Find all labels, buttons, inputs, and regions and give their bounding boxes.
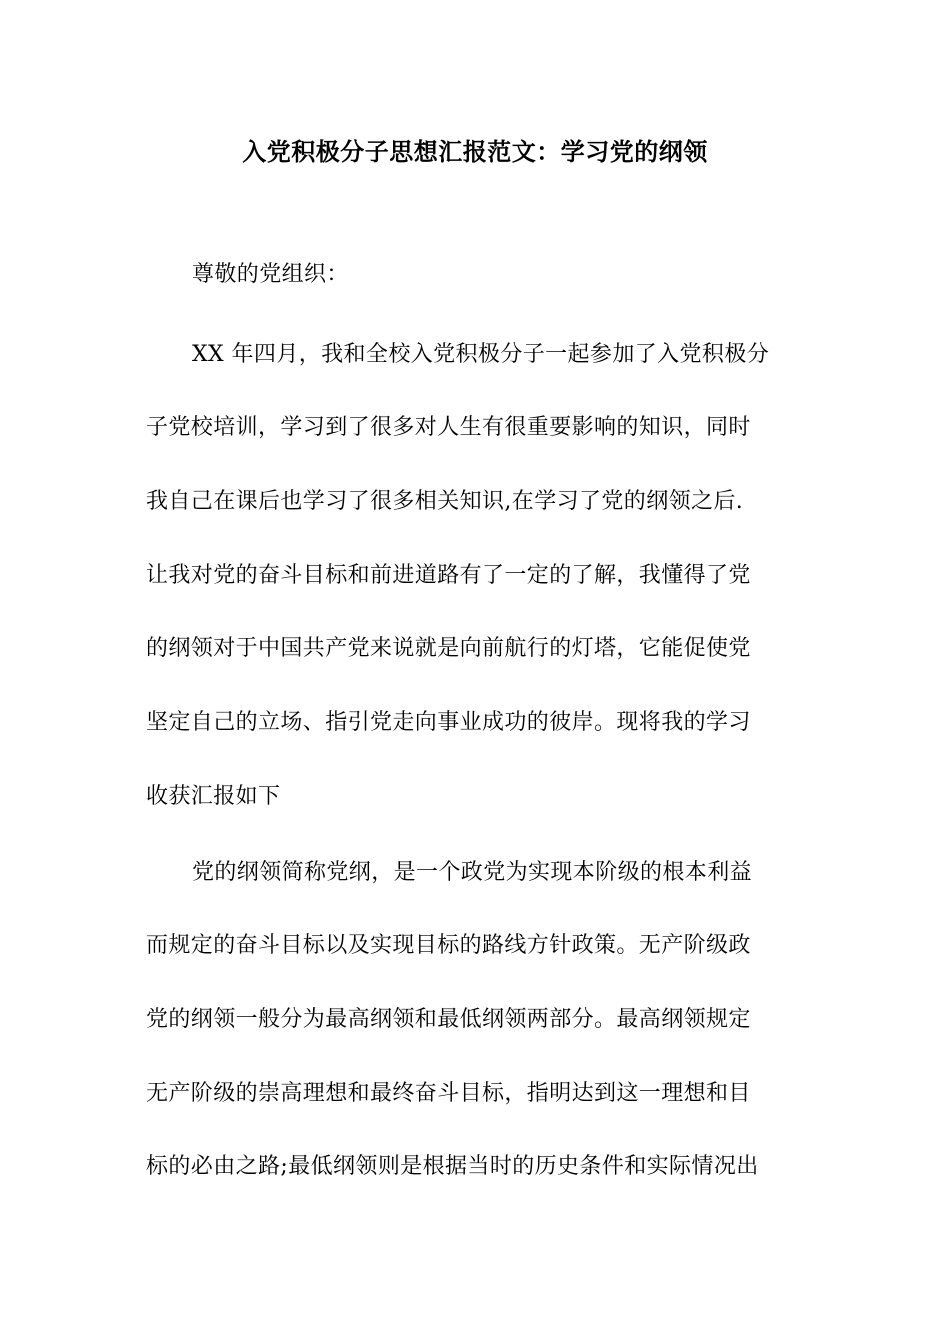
paragraph-line: 而规定的奋斗目标以及实现目标的路线方针政策。无产阶级政 — [146, 933, 751, 958]
paragraph-line: 无产阶级的崇高理想和最终奋斗目标，指明达到这一理想和目 — [146, 1081, 751, 1106]
paragraph-line: 子党校培训，学习到了很多对人生有很重要影响的知识，同时 — [146, 415, 751, 440]
paragraph-line: 坚定自己的立场、指引党走向事业成功的彼岸。现将我的学习 — [146, 710, 751, 735]
salutation: 尊敬的党组织： — [192, 262, 349, 287]
paragraph-line: 我自己在课后也学习了很多相关知识,在学习了党的纲领之后. — [146, 489, 744, 514]
paragraph-line: 收获汇报如下 — [146, 784, 281, 809]
paragraph-line: 党的纲领一般分为最高纲领和最低纲领两部分。最高纲领规定 — [146, 1007, 751, 1032]
paragraph-line: 让我对党的奋斗目标和前进道路有了一定的了解，我懂得了党 — [146, 563, 751, 588]
paragraph-line: 标的必由之路;最低纲领则是根据当时的历史条件和实际情况出 — [146, 1154, 759, 1179]
paragraph-line: 党的纲领简称党纲，是一个政党为实现本阶级的根本利益 — [192, 860, 753, 885]
document-title: 入党积极分子思想汇报范文：学习党的纲领 — [242, 137, 708, 166]
paragraph-line: XX 年四月，我和全校入党积极分子一起参加了入党积极分 — [192, 342, 770, 367]
paragraph-line: 的纲领对于中国共产党来说就是向前航行的灯塔，它能促使党 — [146, 636, 751, 661]
